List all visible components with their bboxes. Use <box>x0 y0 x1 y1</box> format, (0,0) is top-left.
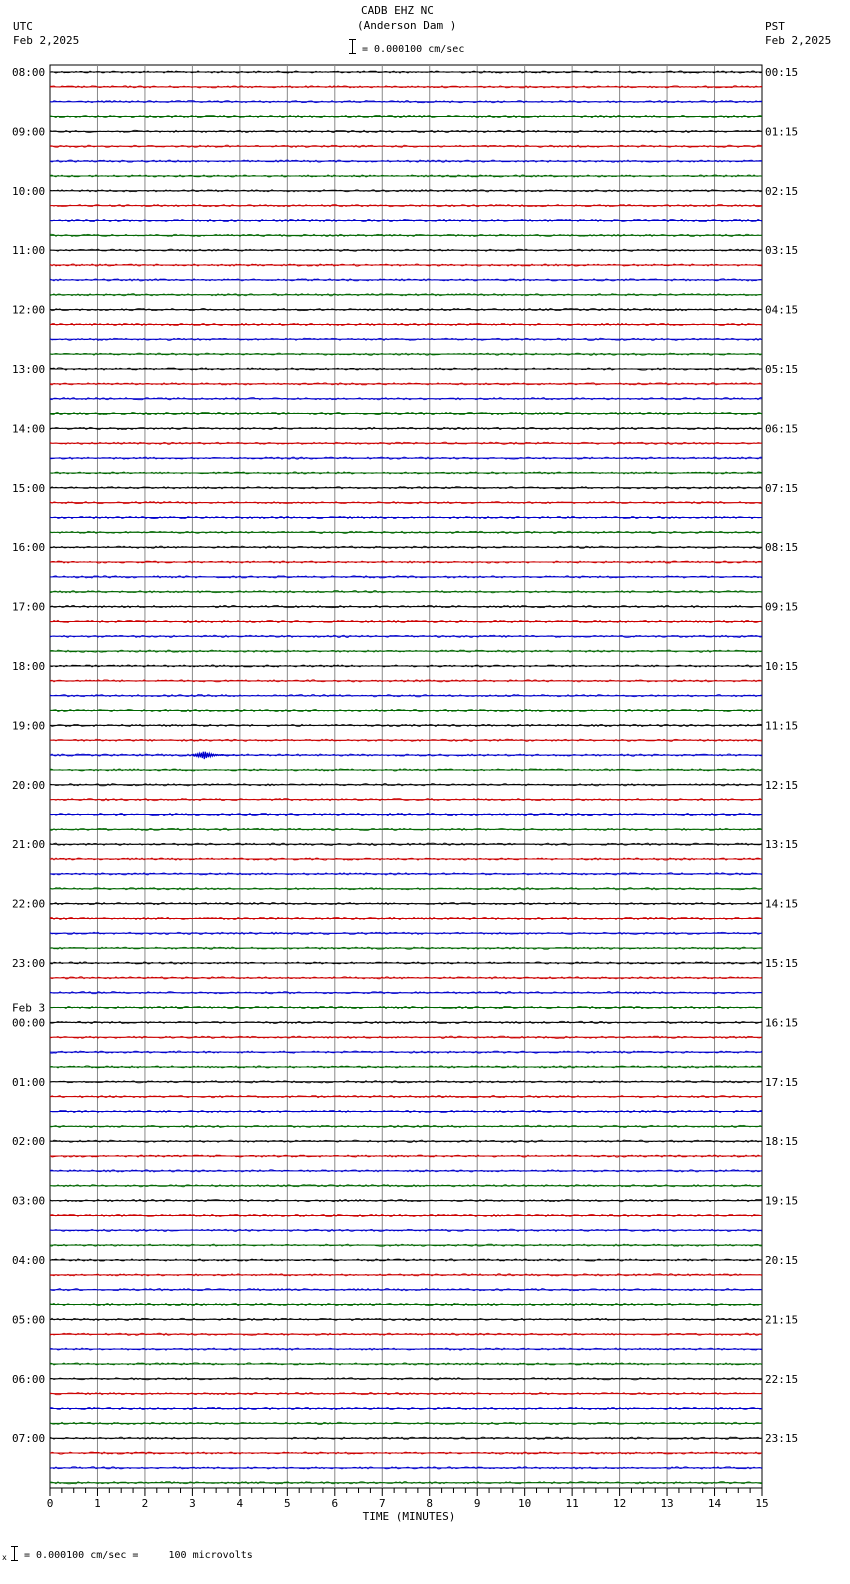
trace-line <box>50 1021 762 1023</box>
utc-hour-label: 19:00 <box>12 719 46 733</box>
footer-prefix: x <box>2 1553 7 1562</box>
pst-time-label: 09:15 <box>765 600 799 614</box>
trace-line <box>50 1140 762 1142</box>
pst-time-label: 03:15 <box>765 244 799 258</box>
x-axis-label: TIME (MINUTES) <box>362 1510 456 1523</box>
utc-hour-label: 20:00 <box>12 778 46 792</box>
pst-time-label: 17:15 <box>765 1075 799 1089</box>
trace-group <box>50 71 762 1484</box>
utc-hour-label: 14:00 <box>12 422 46 436</box>
pst-time-label: 14:15 <box>765 897 799 911</box>
trace-line <box>50 1170 762 1172</box>
trace-line <box>50 903 762 905</box>
utc-hour-label: 16:00 <box>12 541 46 555</box>
x-tick-label: 7 <box>378 1497 386 1510</box>
station-location: (Anderson Dam ) <box>357 19 457 32</box>
x-axis <box>47 1488 769 1523</box>
footer-scale-bar-icon <box>11 1546 18 1561</box>
right-timezone: PST <box>765 20 785 33</box>
trace-line <box>50 175 762 177</box>
right-date: Feb 2,2025 <box>765 34 832 47</box>
utc-hour-label: 08:00 <box>12 66 46 79</box>
x-tick-label: 14 <box>707 1497 722 1510</box>
trace-line <box>50 1244 762 1246</box>
pst-time-label: 22:15 <box>765 1372 799 1386</box>
utc-hour-label: 11:00 <box>12 244 46 258</box>
utc-hour-label: 01:00 <box>12 1075 46 1089</box>
left-timezone: UTC <box>13 20 33 33</box>
x-tick-label: 3 <box>189 1497 196 1510</box>
trace-line <box>50 561 762 563</box>
trace-line <box>50 1407 762 1409</box>
pst-time-label: 06:15 <box>765 422 799 436</box>
trace-line <box>50 1422 762 1424</box>
utc-hour-label: 18:00 <box>12 660 46 673</box>
x-tick-label: 9 <box>473 1497 481 1510</box>
utc-hour-label: 15:00 <box>12 481 46 495</box>
utc-hour-label: 02:00 <box>12 1135 46 1149</box>
utc-hour-label: 07:00 <box>12 1432 46 1446</box>
x-tick-label: 2 <box>141 1497 149 1510</box>
utc-hour-label: 06:00 <box>12 1372 46 1386</box>
utc-hour-label: 00:00 <box>12 1016 46 1030</box>
pst-time-label: 11:15 <box>765 719 799 733</box>
utc-hour-label: 03:00 <box>12 1194 46 1208</box>
pst-time-label: 13:15 <box>765 838 799 852</box>
x-tick-label: 5 <box>284 1497 291 1510</box>
pst-time-label: 07:15 <box>765 481 799 495</box>
utc-hour-label: 17:00 <box>12 600 46 614</box>
utc-hour-label: 13:00 <box>12 363 46 376</box>
trace-line <box>50 932 762 934</box>
pst-time-label: 12:15 <box>765 778 799 792</box>
pst-time-label: 18:15 <box>765 1135 799 1149</box>
pst-time-label: 16:15 <box>765 1016 799 1030</box>
pst-time-label: 04:15 <box>765 303 799 317</box>
utc-hour-label: 23:00 <box>12 957 46 970</box>
pst-time-label: 10:15 <box>765 660 799 673</box>
scale-text: = 0.000100 cm/sec <box>362 44 465 55</box>
x-tick-label: 8 <box>426 1497 434 1510</box>
pst-time-label: 20:15 <box>765 1254 799 1267</box>
trace-line <box>50 427 762 429</box>
pst-time-label: 05:15 <box>765 363 799 376</box>
utc-hour-label: 09:00 <box>12 125 46 139</box>
pst-time-label: 01:15 <box>765 125 799 139</box>
x-tick-label: 15 <box>755 1497 769 1510</box>
utc-hour-label: 22:00 <box>12 897 46 911</box>
utc-hour-label: 12:00 <box>12 303 46 317</box>
x-tick-label: 12 <box>612 1497 627 1510</box>
x-tick-label: 11 <box>565 1497 579 1510</box>
pst-time-label: 00:15 <box>765 66 799 79</box>
utc-hour-label: 21:00 <box>12 838 46 852</box>
left-date: Feb 2,2025 <box>13 34 80 47</box>
pst-time-label: 02:15 <box>765 184 799 198</box>
pst-time-label: 15:15 <box>765 957 799 970</box>
scale-bar-icon <box>349 39 356 54</box>
footer-scale-text: = 0.000100 cm/sec = 100 microvolts <box>24 1550 253 1561</box>
station-title: CADB EHZ NC <box>361 4 434 17</box>
x-tick-label: 4 <box>236 1497 244 1510</box>
x-tick-label: 13 <box>660 1497 674 1510</box>
pst-time-label: 21:15 <box>765 1313 799 1327</box>
utc-hour-label: 05:00 <box>12 1313 46 1327</box>
x-tick-label: 6 <box>331 1497 339 1510</box>
pst-time-label: 08:15 <box>765 541 799 555</box>
x-tick-label: 0 <box>46 1497 54 1510</box>
trace-line <box>50 665 762 667</box>
utc-hour-label: 04:00 <box>12 1254 46 1267</box>
pst-time-label: 19:15 <box>765 1194 799 1208</box>
pst-time-label: 23:15 <box>765 1432 799 1446</box>
x-tick-label: 10 <box>518 1497 532 1510</box>
x-tick-label: 1 <box>94 1497 101 1510</box>
utc-date-label: Feb 3 <box>12 1001 46 1015</box>
utc-hour-label: 10:00 <box>12 184 46 198</box>
trace-line <box>50 1229 762 1231</box>
seismic-event <box>192 752 234 759</box>
